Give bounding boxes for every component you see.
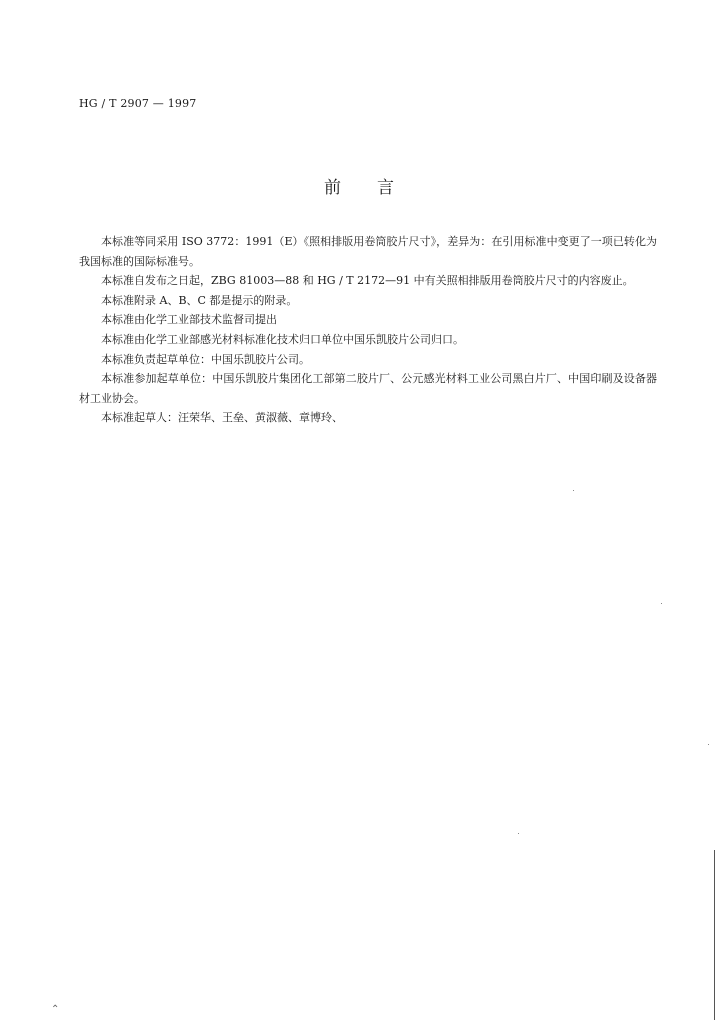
scan-speck — [708, 744, 709, 745]
paragraph-participating-drafters: 本标准参加起草单位：中国乐凯胶片集团化工部第二胶片厂、公元感光材料工业公司黑白片厂、中国印刷及设备器材工业协会。 — [79, 372, 657, 405]
scan-edge-line — [714, 850, 715, 1020]
scan-speck — [573, 490, 574, 491]
paragraph-supersedes: 本标准自发布之日起，ZBG 81003—88 和 HG / T 2172—91 中有关照相排版用卷筒胶片尺寸的内容废止。 — [101, 274, 634, 288]
page-title: 前言 — [324, 178, 430, 198]
paragraph-centralized-by: 本标准由化学工业部感光材料标准化技术归口单位中国乐凯胶片公司归口。 — [101, 332, 464, 346]
paragraph-lead-drafter: 本标准负责起草单位：中国乐凯胶片公司。 — [101, 352, 310, 366]
foreword-body — [79, 232, 657, 428]
paragraph-appendices: 本标准附录 A、B、C 都是提示的附录。 — [101, 293, 298, 307]
document-code: HG / T 2907 — 1997 — [79, 97, 197, 110]
scan-corner-mark: ⌃ — [51, 1004, 60, 1015]
scan-speck — [661, 603, 662, 604]
paragraph-proposed-by: 本标准由化学工业部技术监督司提出 — [101, 313, 277, 327]
scan-speck — [518, 833, 519, 834]
paragraph-adoption: 本标准等同采用 ISO 3772：1991（E）《照相排版用卷筒胶片尺寸》，差异为：在引用标准中变更了一项已转化为我国标准的国际标准号。 — [79, 235, 657, 268]
paragraph-drafters: 本标准起草人：汪荣华、王垒、黄淑薇、章博玲、 — [101, 411, 343, 425]
